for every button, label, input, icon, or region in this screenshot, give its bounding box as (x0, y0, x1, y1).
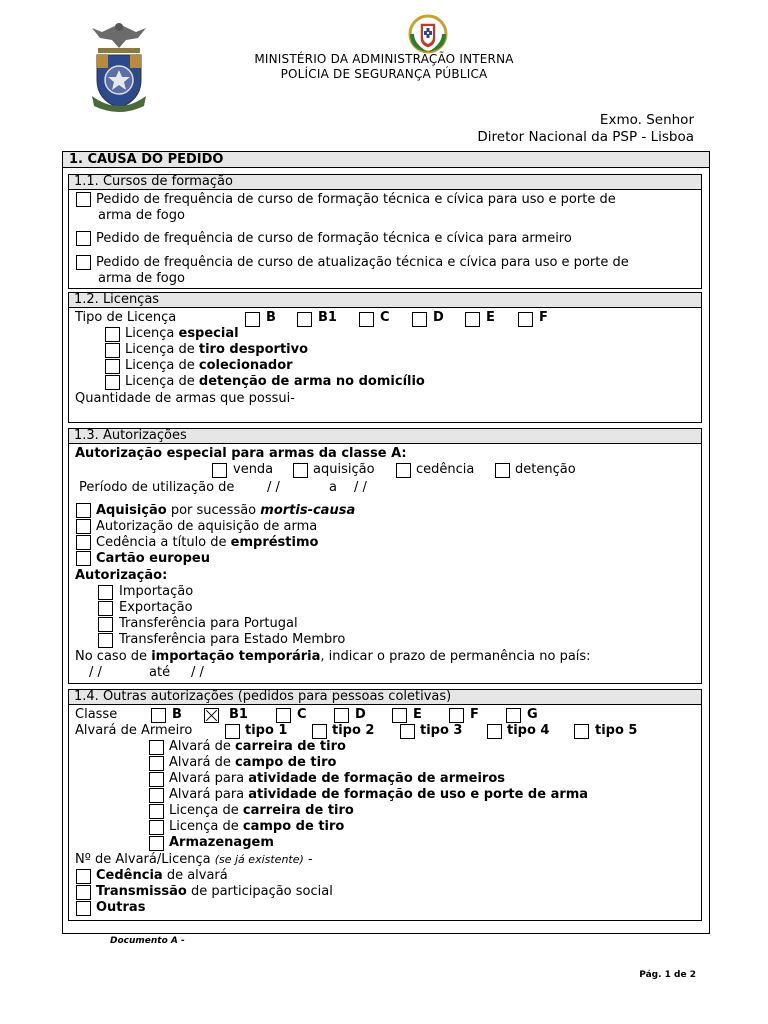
alvara-campo-label: Alvará de campo de tiro (169, 755, 337, 770)
licenca-tiro-label: Licença de tiro desportivo (125, 342, 309, 357)
section-1-3-title: 1.3. Autorizações (69, 429, 701, 444)
curso-atualizacao-label-2: arma de fogo (98, 271, 185, 286)
portugal-coat-of-arms (404, 14, 452, 54)
tipo-licenca-label: Tipo de Licença (75, 310, 177, 325)
addressee (477, 112, 694, 146)
licenca-carreira-checkbox[interactable] (149, 804, 164, 819)
aut-aquisicao-label: Autorização de aquisição de arma (96, 519, 318, 534)
venda-label: venda (233, 462, 274, 477)
licenca-carreira-label: Licença de carreira de tiro (169, 803, 354, 818)
armazenagem-label: Armazenagem (169, 835, 274, 850)
page-number: Pág. 1 de 2 (639, 970, 696, 980)
curso-armeiro-checkbox[interactable] (76, 231, 91, 246)
importacao-checkbox[interactable] (98, 585, 113, 600)
classe-g-checkbox[interactable] (506, 708, 521, 723)
aquisicao-label: aquisição (313, 462, 375, 477)
licenca-b-label: B (266, 310, 276, 325)
tipo-3-checkbox[interactable] (400, 724, 415, 739)
tipo-5-checkbox[interactable] (574, 724, 589, 739)
classe-f-checkbox[interactable] (449, 708, 464, 723)
cartao-europeu-label: Cartão europeu (96, 551, 210, 566)
cedencia-alvara-checkbox[interactable] (76, 869, 91, 884)
classe-b1-label: B1 (229, 707, 248, 722)
armazenagem-checkbox[interactable] (149, 836, 164, 851)
alvara-uso-porte-label: Alvará para atividade de formação de uso e porte de arma (169, 787, 589, 802)
tipo-5-label: tipo 5 (595, 723, 638, 738)
classe-d-checkbox[interactable] (334, 708, 349, 723)
licenca-e-checkbox[interactable] (465, 312, 480, 327)
licenca-e-label: E (486, 310, 495, 325)
autorizacao-label: Autorização: (75, 568, 168, 583)
licenca-f-label: F (539, 310, 548, 325)
curso-uso-porte-label-2: arma de fogo (98, 208, 185, 223)
aquisicao-checkbox[interactable] (293, 463, 308, 478)
alvara-armeiros-label: Alvará para atividade de formação de armeiros (169, 771, 506, 786)
tipo-1-label: tipo 1 (245, 723, 288, 738)
importacao-temporaria-label: No caso de importação temporária, indicar o prazo de permanência no país: (75, 649, 591, 664)
classe-label: Classe (75, 707, 118, 722)
cedencia-label: cedência (416, 462, 475, 477)
licenca-especial-label: Licença especial (125, 326, 239, 341)
salutation: Exmo. Senhor (599, 112, 694, 128)
tipo-4-label: tipo 4 (507, 723, 550, 738)
licenca-detencao-label: Licença de detenção de arma no domicílio (125, 374, 425, 389)
classe-c-label: C (297, 707, 307, 722)
tipo-4-checkbox[interactable] (487, 724, 502, 739)
section-1-1-title: 1.1. Cursos de formação (69, 175, 701, 190)
autorizacao-especial-label: Autorização especial para armas da classe A: (75, 446, 407, 461)
temp-date-to[interactable]: / / (191, 665, 204, 680)
section-1-2-title: 1.2. Licenças (69, 293, 701, 308)
cartao-europeu-checkbox[interactable] (76, 551, 91, 566)
transf-estado-membro-checkbox[interactable] (98, 633, 113, 648)
periodo-date-to[interactable]: / / (354, 480, 367, 495)
licenca-campo-checkbox[interactable] (149, 820, 164, 835)
section-1-1 (68, 174, 702, 289)
periodo-a-label: a (329, 480, 337, 495)
licenca-b-checkbox[interactable] (245, 312, 260, 327)
licenca-c-checkbox[interactable] (359, 312, 374, 327)
licenca-especial-checkbox[interactable] (105, 327, 120, 342)
classe-b1-checkbox-checked[interactable] (204, 708, 219, 723)
transmissao-label: Transmissão de participação social (96, 884, 333, 899)
curso-uso-porte-label-1: Pedido de frequência de curso de formação técnica e cívica para uso e porte de (96, 192, 616, 207)
outras-checkbox[interactable] (76, 901, 91, 916)
licenca-campo-label: Licença de campo de tiro (169, 819, 345, 834)
alvara-uso-porte-checkbox[interactable] (149, 788, 164, 803)
importacao-label: Importação (119, 584, 194, 599)
curso-armeiro-label: Pedido de frequência de curso de formação técnica e cívica para armeiro (96, 231, 572, 246)
curso-atualizacao-checkbox[interactable] (76, 255, 91, 270)
temp-date-from[interactable]: / / (89, 665, 102, 680)
curso-atualizacao-label-1: Pedido de frequência de curso de atualização técnica e cívica para uso e porte de (96, 255, 629, 270)
cedencia-alvara-label: Cedência de alvará (96, 868, 228, 883)
periodo-label: Período de utilização de (79, 480, 235, 495)
licenca-d-checkbox[interactable] (412, 312, 427, 327)
detencao-checkbox[interactable] (495, 463, 510, 478)
alvara-campo-checkbox[interactable] (149, 756, 164, 771)
classe-b-label: B (172, 707, 182, 722)
outras-label: Outras (96, 900, 146, 915)
exportacao-label: Exportação (119, 600, 193, 615)
section-1-4 (68, 689, 702, 921)
classe-d-label: D (355, 707, 366, 722)
numero-alvara-label: Nº de Alvará/Licença (se já existente) - (75, 852, 313, 867)
transf-portugal-checkbox[interactable] (98, 617, 113, 632)
temp-ate-label: até (149, 665, 171, 680)
tipo-1-checkbox[interactable] (225, 724, 240, 739)
licenca-b1-checkbox[interactable] (297, 312, 312, 327)
alvara-armeiros-checkbox[interactable] (149, 772, 164, 787)
police-name: POLÍCIA DE SEGURANÇA PÚBLICA (280, 67, 488, 81)
tipo-2-checkbox[interactable] (312, 724, 327, 739)
ministry-name: MINISTÉRIO DA ADMINISTRAÇÃO INTERNA (254, 52, 514, 66)
section-1-3 (68, 428, 702, 684)
document-label: Documento A - (110, 936, 185, 946)
classe-f-label: F (470, 707, 479, 722)
alvara-carreira-label: Alvará de carreira de tiro (169, 739, 346, 754)
licenca-b1-label: B1 (318, 310, 337, 325)
classe-e-checkbox[interactable] (392, 708, 407, 723)
classe-c-checkbox[interactable] (276, 708, 291, 723)
classe-b-checkbox[interactable] (151, 708, 166, 723)
alvara-carreira-checkbox[interactable] (149, 740, 164, 755)
detencao-label: detenção (515, 462, 576, 477)
licenca-d-label: D (433, 310, 444, 325)
alvara-armeiro-label: Alvará de Armeiro (75, 723, 193, 738)
aquisicao-sucessao-checkbox[interactable] (76, 503, 91, 518)
tipo-2-label: tipo 2 (332, 723, 375, 738)
curso-uso-porte-checkbox[interactable] (76, 192, 91, 207)
venda-checkbox[interactable] (212, 463, 227, 478)
classe-g-label: G (527, 707, 538, 722)
transmissao-checkbox[interactable] (76, 885, 91, 900)
quantidade-armas-label: Quantidade de armas que possui- (75, 391, 295, 406)
licenca-detencao-checkbox[interactable] (105, 375, 120, 390)
transf-estado-membro-label: Transferência para Estado Membro (119, 632, 346, 647)
cedencia-checkbox[interactable] (396, 463, 411, 478)
cedencia-emprestimo-checkbox[interactable] (76, 535, 91, 550)
classe-e-label: E (413, 707, 422, 722)
licenca-tiro-checkbox[interactable] (105, 343, 120, 358)
licenca-f-checkbox[interactable] (518, 312, 533, 327)
licenca-colecionador-checkbox[interactable] (105, 359, 120, 374)
exportacao-checkbox[interactable] (98, 601, 113, 616)
tipo-3-label: tipo 3 (420, 723, 463, 738)
section-1-2 (68, 292, 702, 423)
transf-portugal-label: Transferência para Portugal (119, 616, 298, 631)
section-1-4-title: 1.4. Outras autorizações (pedidos para pessoas coletivas) (69, 690, 701, 705)
cedencia-emprestimo-label: Cedência a título de empréstimo (96, 535, 319, 550)
section-1-title: 1. CAUSA DO PEDIDO (63, 152, 709, 168)
aquisicao-sucessao-label: Aquisição por sucessão mortis-causa (96, 503, 356, 518)
licenca-c-label: C (380, 310, 390, 325)
licenca-colecionador-label: Licença de colecionador (125, 358, 293, 373)
periodo-date-from[interactable]: / / (267, 480, 280, 495)
recipient: Diretor Nacional da PSP - Lisboa (477, 129, 694, 145)
aut-aquisicao-checkbox[interactable] (76, 519, 91, 534)
header-text (0, 52, 768, 82)
